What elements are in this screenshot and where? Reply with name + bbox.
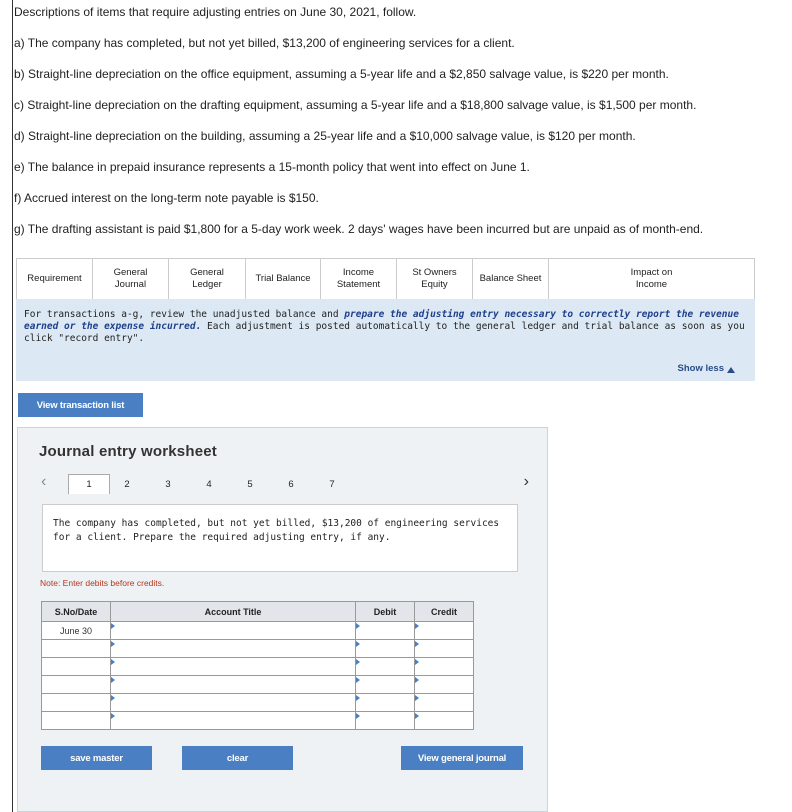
- input-marker-icon: [356, 713, 360, 719]
- description-item-d: d) Straight-line depreciation on the building, assuming a 25-year life and a $10,000 salvage value, is $120 per month.: [14, 129, 636, 143]
- credit-input[interactable]: [415, 676, 474, 694]
- tab-income-statement[interactable]: [321, 259, 397, 299]
- column-header-account: Account Title: [111, 602, 356, 622]
- credit-input[interactable]: [415, 658, 474, 676]
- tab-general-journal[interactable]: [93, 259, 169, 299]
- requirement-tabs: [16, 258, 755, 300]
- caret-up-icon: [727, 366, 735, 373]
- tab-trial-balance[interactable]: [246, 259, 321, 299]
- tab-label: Requirement: [27, 273, 82, 284]
- account-title-input[interactable]: [111, 676, 356, 694]
- page-1[interactable]: 1: [68, 474, 110, 494]
- debit-input[interactable]: [356, 676, 415, 694]
- description-item-f: f) Accrued interest on the long-term note payable is $150.: [14, 191, 319, 205]
- instructions-emphasis: prepare the adjusting entry necessary to correctly report the revenue earned or the expense incurred.: [24, 309, 739, 332]
- tab-label: Income Statement: [336, 267, 381, 290]
- account-title-input[interactable]: [111, 640, 356, 658]
- journal-entry-worksheet: [17, 427, 548, 812]
- input-marker-icon: [356, 659, 360, 665]
- debit-input[interactable]: [356, 658, 415, 676]
- worksheet-pager: [37, 474, 529, 494]
- input-marker-icon: [415, 713, 419, 719]
- page-2[interactable]: 2: [124, 478, 130, 490]
- show-less-label: Show less: [677, 363, 724, 374]
- page-3[interactable]: 3: [165, 478, 171, 490]
- column-header-debit: Debit: [356, 602, 415, 622]
- dropdown-marker-icon: [111, 659, 115, 665]
- credit-input[interactable]: [415, 622, 474, 640]
- tab-balance-sheet[interactable]: [473, 259, 549, 299]
- account-title-input[interactable]: [111, 658, 356, 676]
- input-marker-icon: [415, 641, 419, 647]
- input-marker-icon: [415, 695, 419, 701]
- column-header-date: S.No/Date: [42, 602, 111, 622]
- table-row: [42, 712, 474, 730]
- tab-requirement[interactable]: [17, 259, 93, 299]
- date-cell[interactable]: [42, 694, 111, 712]
- column-header-credit: Credit: [415, 602, 474, 622]
- dropdown-marker-icon: [111, 641, 115, 647]
- table-row: [42, 658, 474, 676]
- account-title-input[interactable]: [111, 694, 356, 712]
- instructions-text: [24, 309, 747, 345]
- date-cell[interactable]: [42, 676, 111, 694]
- input-marker-icon: [356, 623, 360, 629]
- input-marker-icon: [415, 677, 419, 683]
- tab-label: Impact on Income: [630, 267, 673, 290]
- description-item-b: b) Straight-line depreciation on the office equipment, assuming a 5-year life and a $2,850 salvage value, is $220 per month.: [14, 67, 669, 81]
- dropdown-marker-icon: [111, 713, 115, 719]
- view-general-journal-button[interactable]: View general journal: [401, 746, 523, 770]
- save-master-button[interactable]: save master: [41, 746, 152, 770]
- credit-input[interactable]: [415, 640, 474, 658]
- table-row: [42, 694, 474, 712]
- tab-general-ledger[interactable]: [169, 259, 246, 299]
- date-cell[interactable]: [42, 640, 111, 658]
- tab-label: Balance Sheet: [479, 273, 542, 284]
- journal-entry-table: [41, 601, 474, 730]
- view-transaction-list-button[interactable]: View transaction list: [18, 393, 143, 417]
- page-4[interactable]: 4: [206, 478, 212, 490]
- description-item-c: c) Straight-line depreciation on the drafting equipment, assuming a 5-year life and a $18,800 salvage value, is $1,500 per month.: [14, 98, 697, 112]
- dropdown-marker-icon: [111, 677, 115, 683]
- debit-input[interactable]: [356, 694, 415, 712]
- input-marker-icon: [356, 695, 360, 701]
- chevron-left-icon[interactable]: ‹: [41, 473, 47, 490]
- input-marker-icon: [356, 641, 360, 647]
- date-cell[interactable]: [42, 712, 111, 730]
- left-border-line: [12, 0, 13, 812]
- instructions-panel: [16, 299, 755, 381]
- description-item-g: g) The drafting assistant is paid $1,800 for a 5-day work week. 2 days' wages have been incurred but are unpaid as of month-end.: [14, 222, 704, 236]
- transaction-question: The company has completed, but not yet billed, $13,200 of engineering services for a client. Prepare the required adjusting entry, if any.: [42, 504, 518, 572]
- dropdown-marker-icon: [111, 623, 115, 629]
- debit-input[interactable]: [356, 640, 415, 658]
- input-marker-icon: [415, 623, 419, 629]
- instructions-part1: For transactions a-g, review the unadjusted balance and: [24, 309, 345, 320]
- show-less-link[interactable]: [678, 363, 735, 375]
- account-title-input[interactable]: [111, 712, 356, 730]
- worksheet-title: Journal entry worksheet: [39, 443, 217, 460]
- credit-input[interactable]: [415, 712, 474, 730]
- tab-label: St Owners Equity: [412, 267, 457, 290]
- table-row: [42, 676, 474, 694]
- instructions-part2: Each adjustment is posted automatically to the general ledger and trial balance as soon as you click "record entry".: [24, 321, 745, 344]
- tab-label: General Ledger: [190, 267, 224, 290]
- descriptions-heading: Descriptions of items that require adjusting entries on June 30, 2021, follow.: [14, 5, 417, 19]
- debit-input[interactable]: [356, 622, 415, 640]
- tab-st-owners-equity[interactable]: [397, 259, 473, 299]
- tab-label: Trial Balance: [255, 273, 311, 284]
- input-marker-icon: [356, 677, 360, 683]
- table-row: [42, 640, 474, 658]
- account-title-input[interactable]: [111, 622, 356, 640]
- page-5[interactable]: 5: [247, 478, 253, 490]
- tab-label: General Journal: [113, 267, 148, 290]
- date-cell[interactable]: June 30: [42, 622, 111, 640]
- debit-input[interactable]: [356, 712, 415, 730]
- description-item-a: a) The company has completed, but not yet billed, $13,200 of engineering services for a client.: [14, 36, 515, 50]
- tab-impact-on-income[interactable]: [549, 259, 754, 299]
- dropdown-marker-icon: [111, 695, 115, 701]
- page-7[interactable]: 7: [329, 478, 335, 490]
- chevron-right-icon[interactable]: ›: [523, 473, 529, 490]
- page-6[interactable]: 6: [288, 478, 294, 490]
- description-item-e: e) The balance in prepaid insurance represents a 15-month policy that went into effect on June 1.: [14, 160, 530, 174]
- entry-note: Note: Enter debits before credits.: [40, 578, 165, 588]
- clear-button[interactable]: clear: [182, 746, 293, 770]
- date-cell[interactable]: [42, 658, 111, 676]
- credit-input[interactable]: [415, 694, 474, 712]
- input-marker-icon: [415, 659, 419, 665]
- table-row: [42, 622, 474, 640]
